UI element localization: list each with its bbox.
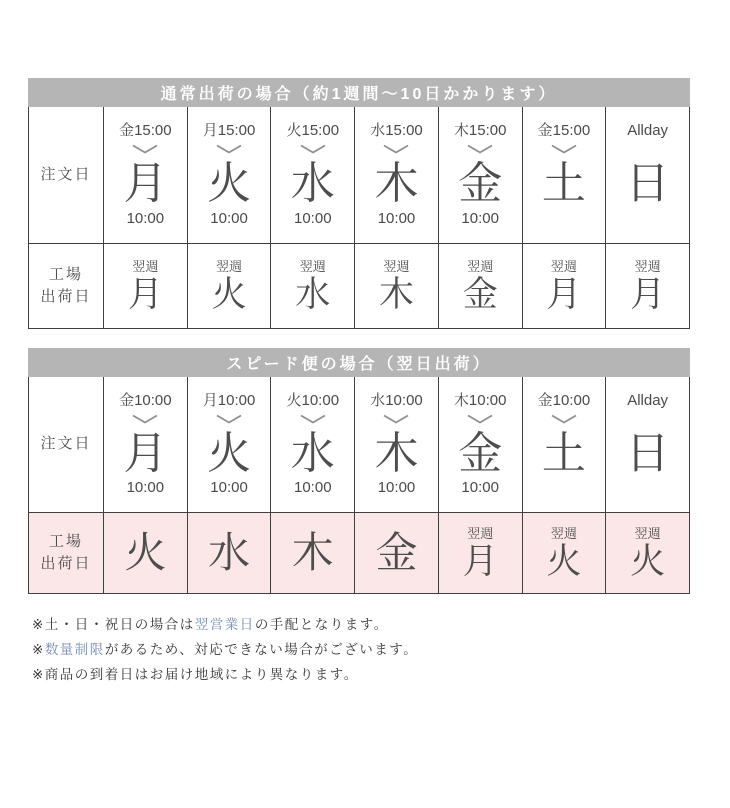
order-time-label: 10:00 xyxy=(210,209,248,227)
next-week-label: 翌週 xyxy=(467,525,494,541)
order-day-kanji: 金 xyxy=(458,159,503,209)
chevron-down-icon xyxy=(300,144,326,154)
ship-day-kanji: 火 xyxy=(124,528,167,576)
chevron-down-icon xyxy=(132,144,158,154)
ship-cell xyxy=(188,513,272,594)
normal-shipping-header: 通常出荷の場合（約1週間〜10日かかります） xyxy=(28,78,690,107)
speed-shipping-grid xyxy=(28,377,690,594)
ship-cell xyxy=(355,513,439,594)
order-cutoff-label: 月15:00 xyxy=(202,122,256,140)
note-line xyxy=(32,637,690,662)
ship-cell xyxy=(523,513,607,594)
order-row-label: 注文日 xyxy=(29,107,104,244)
note-emphasis: 翌営業日 xyxy=(194,617,255,632)
order-cell xyxy=(104,377,188,513)
speed-shipping-header: スピード便の場合（翌日出荷） xyxy=(28,348,690,377)
ship-cell xyxy=(271,513,355,594)
ship-day-kanji: 月 xyxy=(630,274,666,314)
order-time-label xyxy=(562,478,566,498)
order-row-label: 注文日 xyxy=(29,377,104,513)
next-week-label: 翌週 xyxy=(467,258,494,274)
speed-shipping-table xyxy=(28,348,690,594)
order-day-kanji: 水 xyxy=(290,159,335,209)
ship-cell xyxy=(104,513,188,594)
normal-shipping-table xyxy=(28,78,690,329)
order-cutoff-label: 木15:00 xyxy=(453,122,507,140)
ship-cell xyxy=(606,513,690,594)
order-time-label: 10:00 xyxy=(210,479,248,497)
note-text: の手配となります。 xyxy=(254,617,389,632)
order-cutoff-label: 金10:00 xyxy=(119,391,172,409)
order-day-kanji: 月 xyxy=(123,428,168,478)
order-cell xyxy=(606,107,690,244)
ship-cell xyxy=(523,244,607,329)
chevron-down-icon xyxy=(551,414,577,424)
ship-day-kanji: 火 xyxy=(546,541,582,581)
order-day-kanji: 木 xyxy=(374,428,419,478)
footnotes xyxy=(32,612,690,687)
ship-day-kanji: 月 xyxy=(127,274,163,314)
ship-row-label xyxy=(29,513,104,594)
order-day-kanji: 土 xyxy=(541,159,586,209)
ship-day-kanji: 金 xyxy=(375,528,418,576)
chevron-down-icon xyxy=(132,414,158,424)
order-time-label: 10:00 xyxy=(377,479,416,497)
note-text: があるため、対応できない場合がございます。 xyxy=(104,642,419,657)
note-text: ※商品の到着日はお届け地域により異なります。 xyxy=(32,667,359,682)
order-cell xyxy=(188,107,272,244)
order-day-kanji: 木 xyxy=(374,159,419,209)
order-cutoff-label: Allday xyxy=(627,391,669,409)
order-cell xyxy=(271,377,355,513)
order-time-label: 10:00 xyxy=(126,209,165,227)
order-day-kanji: 火 xyxy=(207,159,252,209)
normal-shipping-grid xyxy=(28,107,690,329)
ship-row-label xyxy=(29,244,104,329)
next-week-label: 翌週 xyxy=(550,525,577,541)
order-cell xyxy=(523,377,607,513)
ship-cell xyxy=(188,244,272,329)
note-text: ※ xyxy=(32,642,45,657)
order-day-kanji: 火 xyxy=(207,428,252,478)
order-cell xyxy=(104,107,188,244)
order-cell xyxy=(439,107,523,244)
order-cell xyxy=(606,377,690,513)
ship-row-label-line: 工場 xyxy=(48,265,83,283)
order-day-kanji: 金 xyxy=(458,428,503,478)
order-cutoff-label: 水10:00 xyxy=(370,391,423,409)
chevron-down-icon xyxy=(383,414,409,424)
ship-cell xyxy=(271,244,355,329)
order-time-label: 10:00 xyxy=(294,479,332,497)
next-week-label: 翌週 xyxy=(634,258,661,274)
chevron-down-icon xyxy=(216,414,242,424)
ship-cell xyxy=(439,244,523,329)
order-day-kanji: 日 xyxy=(625,428,670,478)
chevron-down-icon xyxy=(467,144,493,154)
order-cell xyxy=(523,107,607,244)
ship-row-label-line: 工場 xyxy=(48,532,83,550)
order-cutoff-label: 月10:00 xyxy=(202,391,256,409)
chevron-down-icon xyxy=(383,144,409,154)
order-time-label: 10:00 xyxy=(126,479,165,497)
ship-day-kanji: 水 xyxy=(295,274,331,314)
next-week-label: 翌週 xyxy=(132,258,159,274)
order-cutoff-label: 火10:00 xyxy=(286,391,340,409)
order-time-label xyxy=(646,478,650,498)
order-cutoff-label: 火15:00 xyxy=(286,122,340,140)
chevron-down-icon xyxy=(300,414,326,424)
order-cutoff-label: 金15:00 xyxy=(119,122,172,140)
order-cell xyxy=(355,377,439,513)
ship-cell xyxy=(355,244,439,329)
order-time-label xyxy=(646,209,650,229)
ship-row-label-line: 出荷日 xyxy=(40,555,92,572)
ship-day-kanji: 金 xyxy=(462,274,498,314)
next-week-label: 翌週 xyxy=(383,258,410,274)
order-cutoff-label: 木10:00 xyxy=(453,391,507,409)
chevron-down-icon xyxy=(216,144,242,154)
note-line xyxy=(32,662,690,687)
note-line xyxy=(32,612,690,637)
ship-cell xyxy=(104,244,188,329)
ship-day-kanji: 木 xyxy=(378,274,414,314)
order-time-label xyxy=(562,209,566,229)
next-week-label: 翌週 xyxy=(216,258,243,274)
ship-row-label-line: 出荷日 xyxy=(40,288,92,305)
order-cutoff-label: Allday xyxy=(627,122,669,140)
order-day-kanji: 日 xyxy=(625,159,670,209)
order-cutoff-label: 水15:00 xyxy=(370,122,423,140)
ship-day-kanji: 月 xyxy=(546,274,582,314)
ship-cell xyxy=(439,513,523,594)
order-cutoff-label: 金15:00 xyxy=(537,122,591,140)
ship-day-kanji: 火 xyxy=(211,274,247,314)
order-time-label: 10:00 xyxy=(461,209,499,227)
ship-day-kanji: 火 xyxy=(630,541,666,581)
ship-cell xyxy=(606,244,690,329)
chevron-down-icon xyxy=(551,144,577,154)
shipping-schedule-page xyxy=(28,78,690,687)
order-cutoff-label: 金10:00 xyxy=(537,391,591,409)
next-week-label: 翌週 xyxy=(634,525,661,541)
chevron-down-icon xyxy=(467,414,493,424)
order-day-kanji: 土 xyxy=(541,428,586,478)
note-text: ※土・日・祝日の場合は xyxy=(32,617,195,632)
ship-day-kanji: 月 xyxy=(462,541,498,581)
order-day-kanji: 水 xyxy=(290,428,335,478)
order-cell xyxy=(439,377,523,513)
order-time-label: 10:00 xyxy=(377,209,416,227)
order-cell xyxy=(188,377,272,513)
order-time-label: 10:00 xyxy=(461,479,499,497)
note-emphasis: 数量制限 xyxy=(44,642,105,657)
order-time-label: 10:00 xyxy=(294,209,332,227)
next-week-label: 翌週 xyxy=(550,258,577,274)
order-cell xyxy=(271,107,355,244)
order-cell xyxy=(355,107,439,244)
order-day-kanji: 月 xyxy=(123,159,168,209)
ship-day-kanji: 木 xyxy=(291,528,334,576)
ship-day-kanji: 水 xyxy=(208,528,251,576)
next-week-label: 翌週 xyxy=(299,258,326,274)
